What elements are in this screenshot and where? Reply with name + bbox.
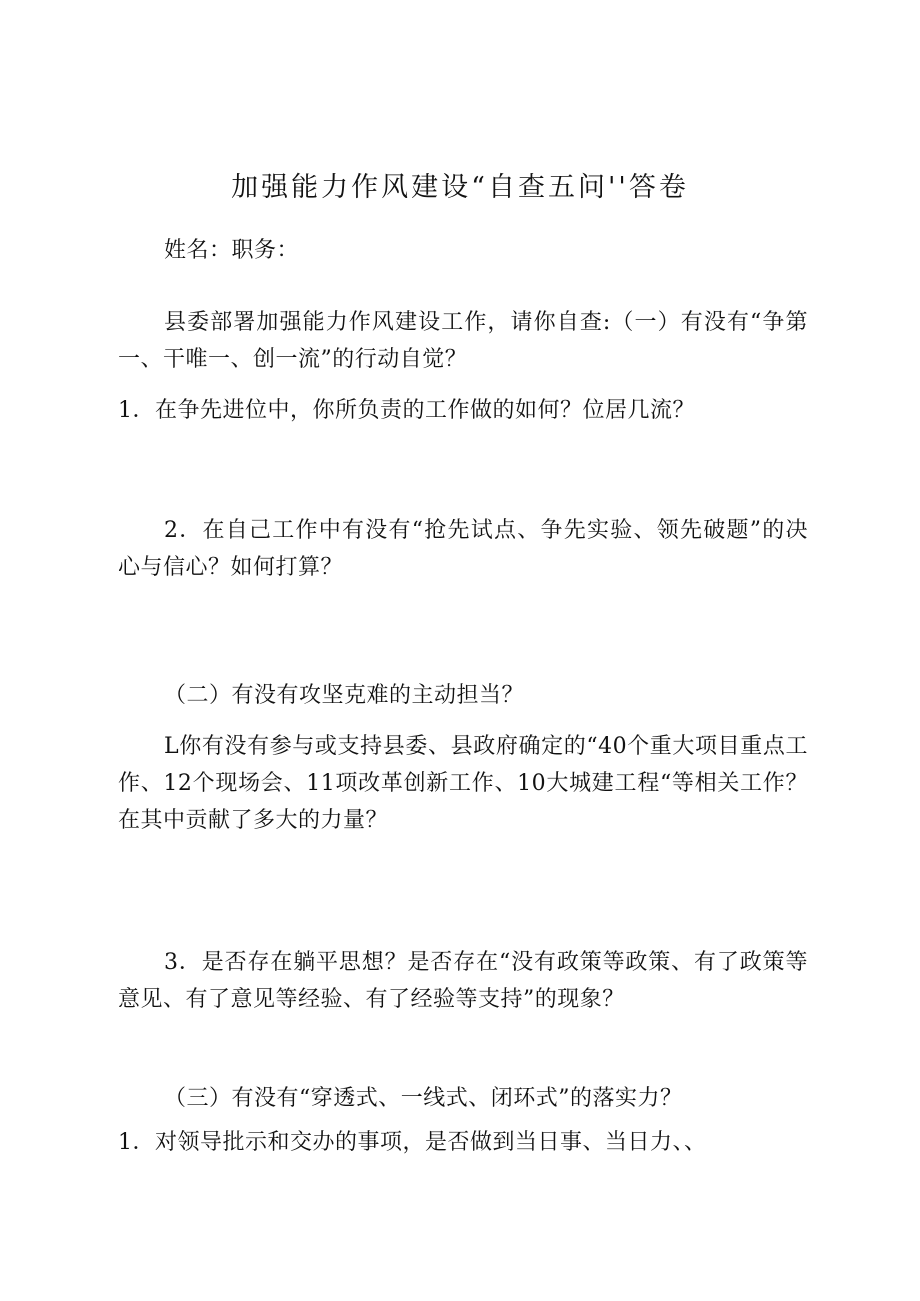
intro-paragraph: 县委部署加强能力作风建设工作，请你自查:（一）有没有“争第一、干唯一、创一流”的行动自觉？ [118, 310, 808, 372]
question-1-2: 2．在自己工作中有没有“抢先试点、争先实验、领先破题”的决心与信心？如何打算？ [118, 518, 808, 580]
question-3-1: 1．对领导批示和交办的事项，是否做到当日事、当日力、、 [118, 1130, 707, 1155]
question-2-3: 3．是否存在躺平思想？是否存在“没有政策等政策、有了政策等意见、有了意见等经验、有了经验等支持”的现象？ [118, 950, 808, 1012]
name-duty-field: 姓名：职务： [164, 238, 300, 263]
document-title: 加强能力作风建设“自查五问''答卷 [231, 172, 689, 203]
question-1-1: 1．在争先进位中，你所负责的工作做的如何？位居几流？ [118, 398, 695, 423]
section-2-heading: （二）有没有攻坚克难的主动担当？ [164, 683, 525, 708]
section-3-heading: （三）有没有“穿透式、一线式、闭环式”的落实力？ [164, 1086, 683, 1111]
question-2-1: L你有没有参与或支持县委、县政府确定的“40个重大项目重点工作、12个现场会、11项改革创新工作、10大城建工程“等相关工作？在其中贡献了多大的力量？ [118, 734, 808, 833]
